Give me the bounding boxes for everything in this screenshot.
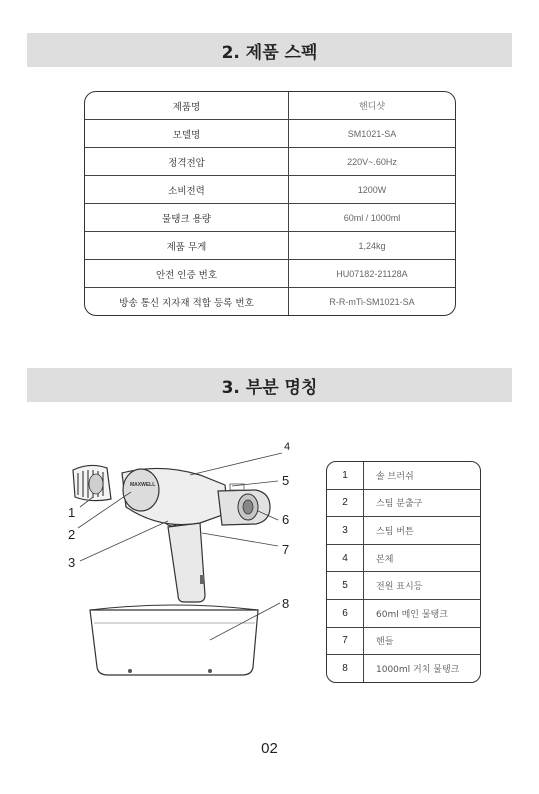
- spec-value: 핸디샷: [358, 101, 386, 111]
- callout-2: 2: [68, 527, 76, 542]
- spec-label: 물탱크 용량: [85, 204, 289, 231]
- spec-row: [85, 260, 455, 288]
- spec-label: 소비전력: [85, 176, 289, 203]
- spec-label: 제품명: [85, 92, 289, 119]
- spec-row: [85, 288, 455, 315]
- handle-shape: [168, 523, 205, 602]
- parts-row: [327, 600, 480, 628]
- callout-7: 7: [282, 542, 290, 557]
- parts-table: [326, 461, 481, 683]
- spec-value: 60ml / 1000ml: [343, 212, 401, 223]
- part-name: 스팀 분출구: [376, 499, 423, 510]
- section-title-parts: 3. 부분 명칭: [27, 368, 512, 402]
- page-number: 02: [261, 740, 278, 757]
- spec-value: R-R-mTi-SM1021-SA: [329, 296, 415, 307]
- spec-label: 방송 통신 지자재 적합 등록 번호: [85, 288, 289, 315]
- callout-1: 1: [68, 505, 76, 520]
- part-number: 8: [327, 655, 364, 682]
- parts-row: [327, 517, 480, 545]
- part-number: 2: [327, 490, 364, 517]
- parts-row: [327, 572, 480, 600]
- spec-label: 정격전압: [85, 148, 289, 175]
- spec-value: SM1021-SA: [347, 128, 397, 139]
- parts-row: [327, 545, 480, 573]
- spec-label: 제품 무게: [85, 232, 289, 259]
- spec-value: 220V~.60Hz: [347, 156, 397, 167]
- parts-row: [327, 490, 480, 518]
- callout-5: 5: [282, 473, 290, 488]
- part-number: 1: [327, 462, 364, 489]
- spec-row: [85, 92, 455, 120]
- spec-table: [84, 91, 456, 316]
- part-name: 핸들: [376, 637, 394, 648]
- part-name: 전원 표시등: [376, 582, 423, 593]
- part-number: 4: [327, 545, 364, 572]
- callout-6: 6: [282, 512, 290, 527]
- callout-4: 4: [284, 441, 291, 453]
- spec-row: [85, 176, 455, 204]
- part-name: 60ml 메인 물탱크: [376, 609, 448, 620]
- part-name: 1000ml 거치 물탱크: [376, 664, 460, 675]
- spec-value: 1,24kg: [358, 240, 386, 251]
- spec-row: [85, 204, 455, 232]
- callout-8: 8: [282, 596, 290, 611]
- spec-row: [85, 148, 455, 176]
- base-water-tank-shape: [90, 610, 258, 675]
- steamer-illustration: [60, 435, 310, 685]
- parts-row: [327, 628, 480, 656]
- parts-row: [327, 462, 480, 490]
- part-name: 스팀 버튼: [376, 526, 414, 537]
- spec-value: 1200W: [357, 184, 387, 195]
- spec-label: 안전 인증 번호: [85, 260, 289, 287]
- part-number: 7: [327, 628, 364, 655]
- part-name: 솔 브러쉬: [376, 471, 414, 482]
- part-name: 본체: [376, 554, 394, 565]
- part-number: 3: [327, 517, 364, 544]
- spec-row: [85, 120, 455, 148]
- part-number: 6: [327, 600, 364, 627]
- spec-row: [85, 232, 455, 260]
- section-title-specs: 2. 제품 스펙: [27, 33, 512, 67]
- spec-label: 모델명: [85, 120, 289, 147]
- brand-logo-mark: MAXWELL: [130, 482, 156, 488]
- parts-row: [327, 655, 480, 682]
- spec-value: HU07182-21128A: [336, 268, 408, 279]
- part-number: 5: [327, 572, 364, 599]
- callout-3: 3: [68, 555, 76, 570]
